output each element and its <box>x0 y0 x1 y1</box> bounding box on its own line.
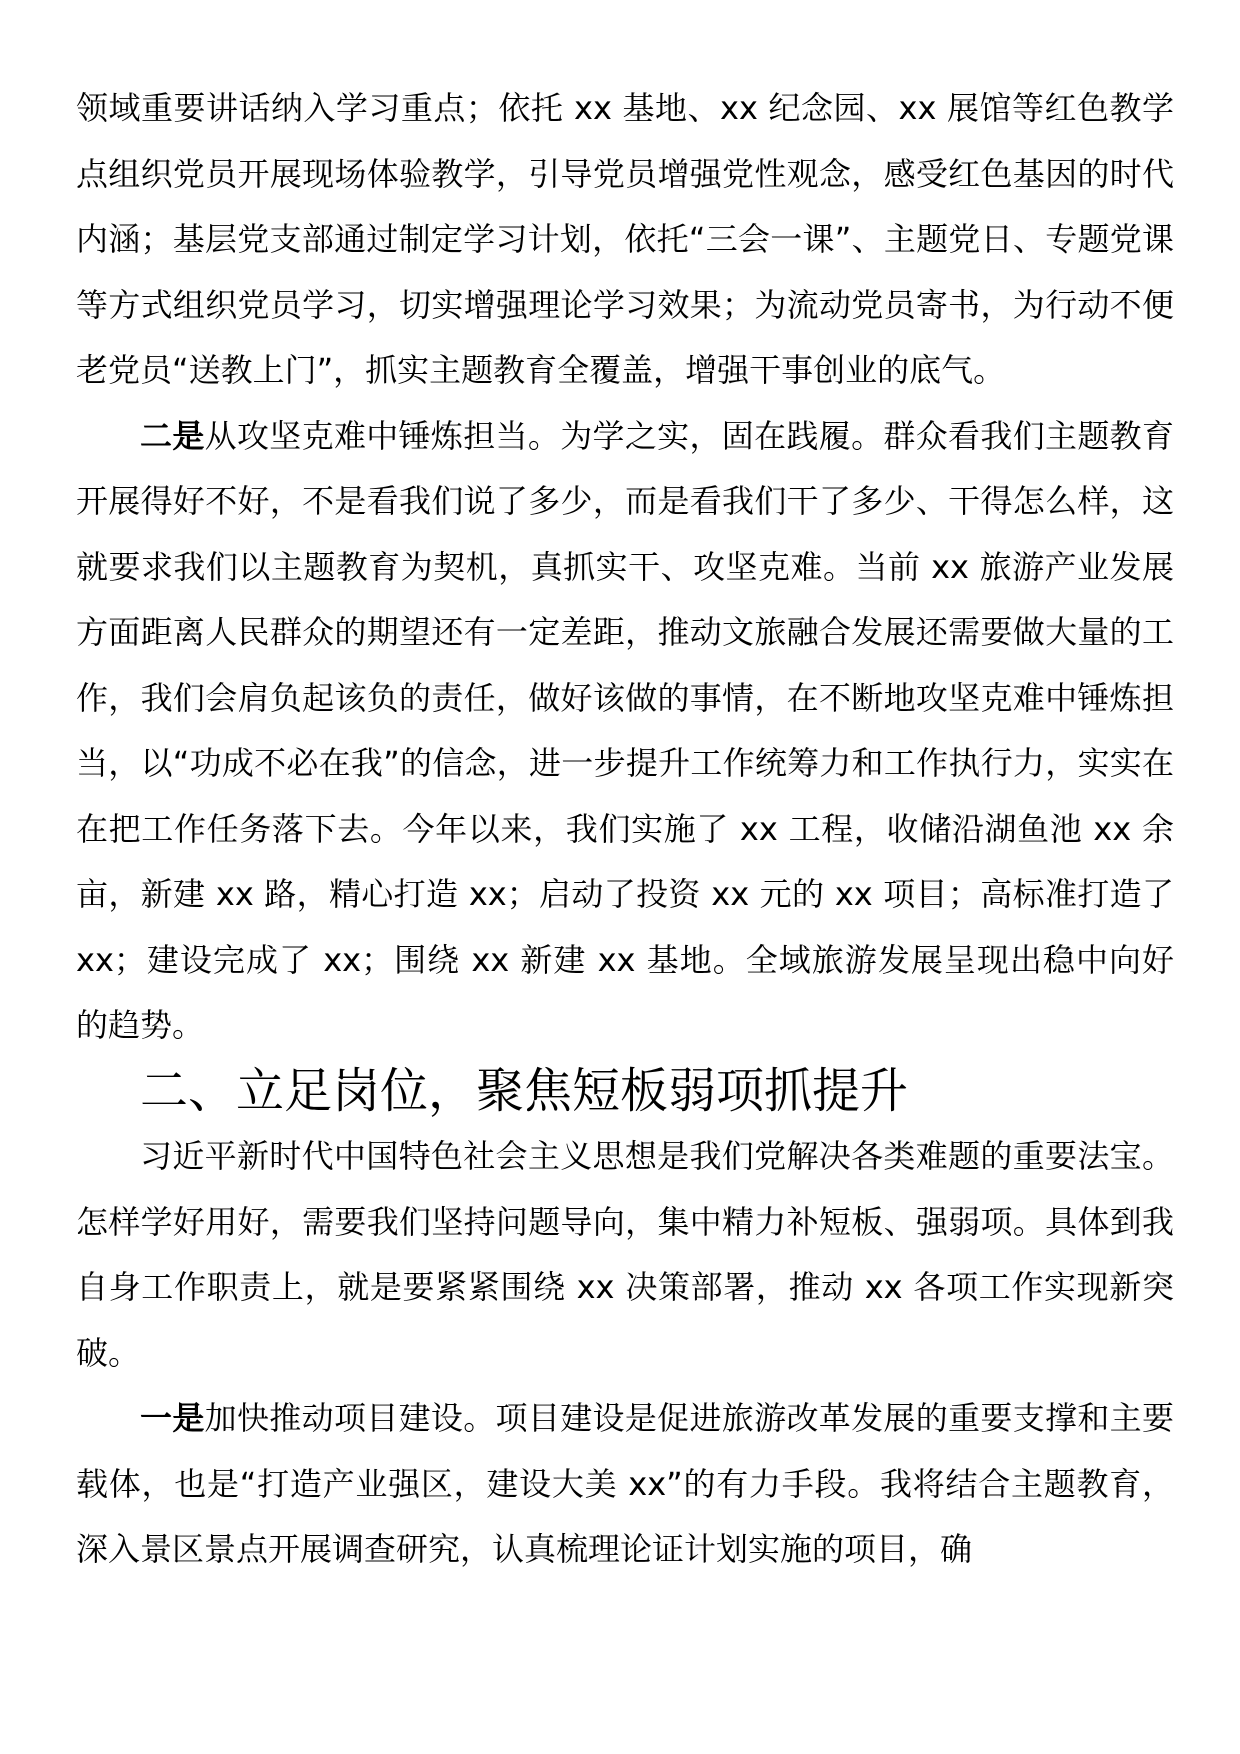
point-two-text: 从攻坚克难中锤炼担当。为学之实，固在践履。群众看我们主题教育开展得好不好，不是看我们说了多少，而是看我们干了多少、干得怎么样，这就要求我们以主题教育为契机，真抓实干、攻坚克难。当前 xx 旅游产业发展方面距离人民群众的期望还有一定差距，推动文旅融合发展还需要做大量的工作，我们会肩负起该负的责任，做好该做的事情，在不断地攻坚克难中锤炼担当，以“功成不必在我”的信念，进一步提升工作统筹力和工作执行力，实实在在把工作任务落下去。今年以来，我们实施了 xx 工程，收储沿湖鱼池 xx 余亩，新建 xx 路，精心打造 xx；启动了投资 xx 元的 xx 项目；高标准打造了 xx；建设完成了 xx；围绕 xx 新建 xx 基地。全域旅游发展呈现出稳中向好的趋势。 <box>76 416 1174 1044</box>
point-one-text: 加快推动项目建设。项目建设是促进旅游改革发展的重要支撑和主要载体，也是“打造产业强区，建设大美 xx”的有力手段。我将结合主题教育，深入景区景点开展调查研究，认真梳理论证计划实施的项目，确 <box>76 1399 1174 1568</box>
paragraph-point-one <box>76 1386 1174 1583</box>
paragraph-continuation: 领域重要讲话纳入学习重点；依托 xx 基地、xx 纪念园、xx 展馆等红色教学点组织党员开展现场体验教学，引导党员增强党性观念，感受红色基因的时代内涵；基层党支部通过制定学习计划，依托“三会一课”、主题党日、专题党课等方式组织党员学习，切实增强理论学习效果；为流动党员寄书，为行动不便老党员“送教上门”，抓实主题教育全覆盖，增强干事创业的底气。 <box>76 89 1174 389</box>
paragraph-point-two <box>76 404 1174 1059</box>
paragraph-section-intro: 习近平新时代中国特色社会主义思想是我们党解决各类难题的重要法宝。怎样学好用好，需要我们坚持问题导向，集中精力补短板、强弱项。具体到我自身工作职责上，就是要紧紧围绕 xx 决策部署，推动 xx 各项工作实现新突破。 <box>76 1137 1174 1372</box>
point-two-lead: 二是 <box>140 416 205 455</box>
document-page <box>76 76 1174 1583</box>
section-heading-two: 二、立足岗位，聚焦短板弱项抓提升 <box>140 1062 909 1119</box>
point-one-lead: 一是 <box>140 1399 205 1437</box>
